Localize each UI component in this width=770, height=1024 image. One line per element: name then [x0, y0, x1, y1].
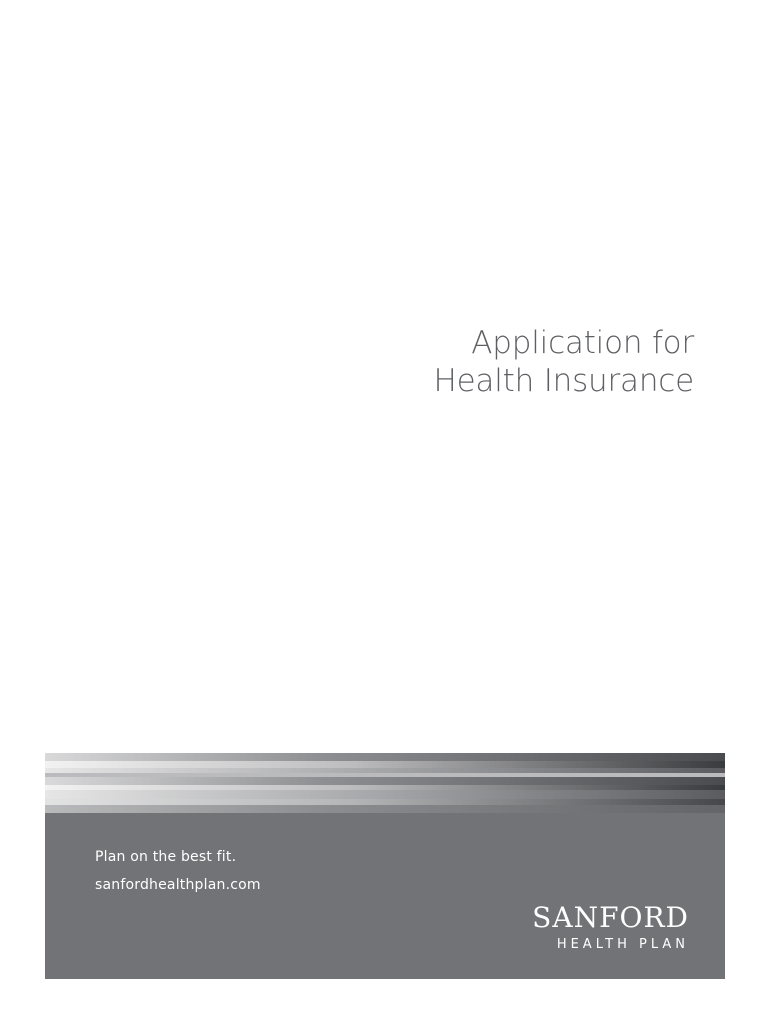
document-title	[433, 324, 694, 400]
logo-wordmark: SANFORD	[532, 901, 689, 934]
footer-banner	[45, 753, 725, 979]
sanford-health-plan-logo	[499, 901, 689, 957]
title-line-1: Application for	[471, 325, 694, 361]
title-line-2: Health Insurance	[433, 363, 694, 399]
website-url: sanfordhealthplan.com	[95, 877, 261, 893]
decorative-stripes	[45, 753, 725, 813]
tagline: Plan on the best fit.	[95, 849, 237, 865]
logo-subtitle: HEALTH PLAN	[556, 937, 689, 952]
